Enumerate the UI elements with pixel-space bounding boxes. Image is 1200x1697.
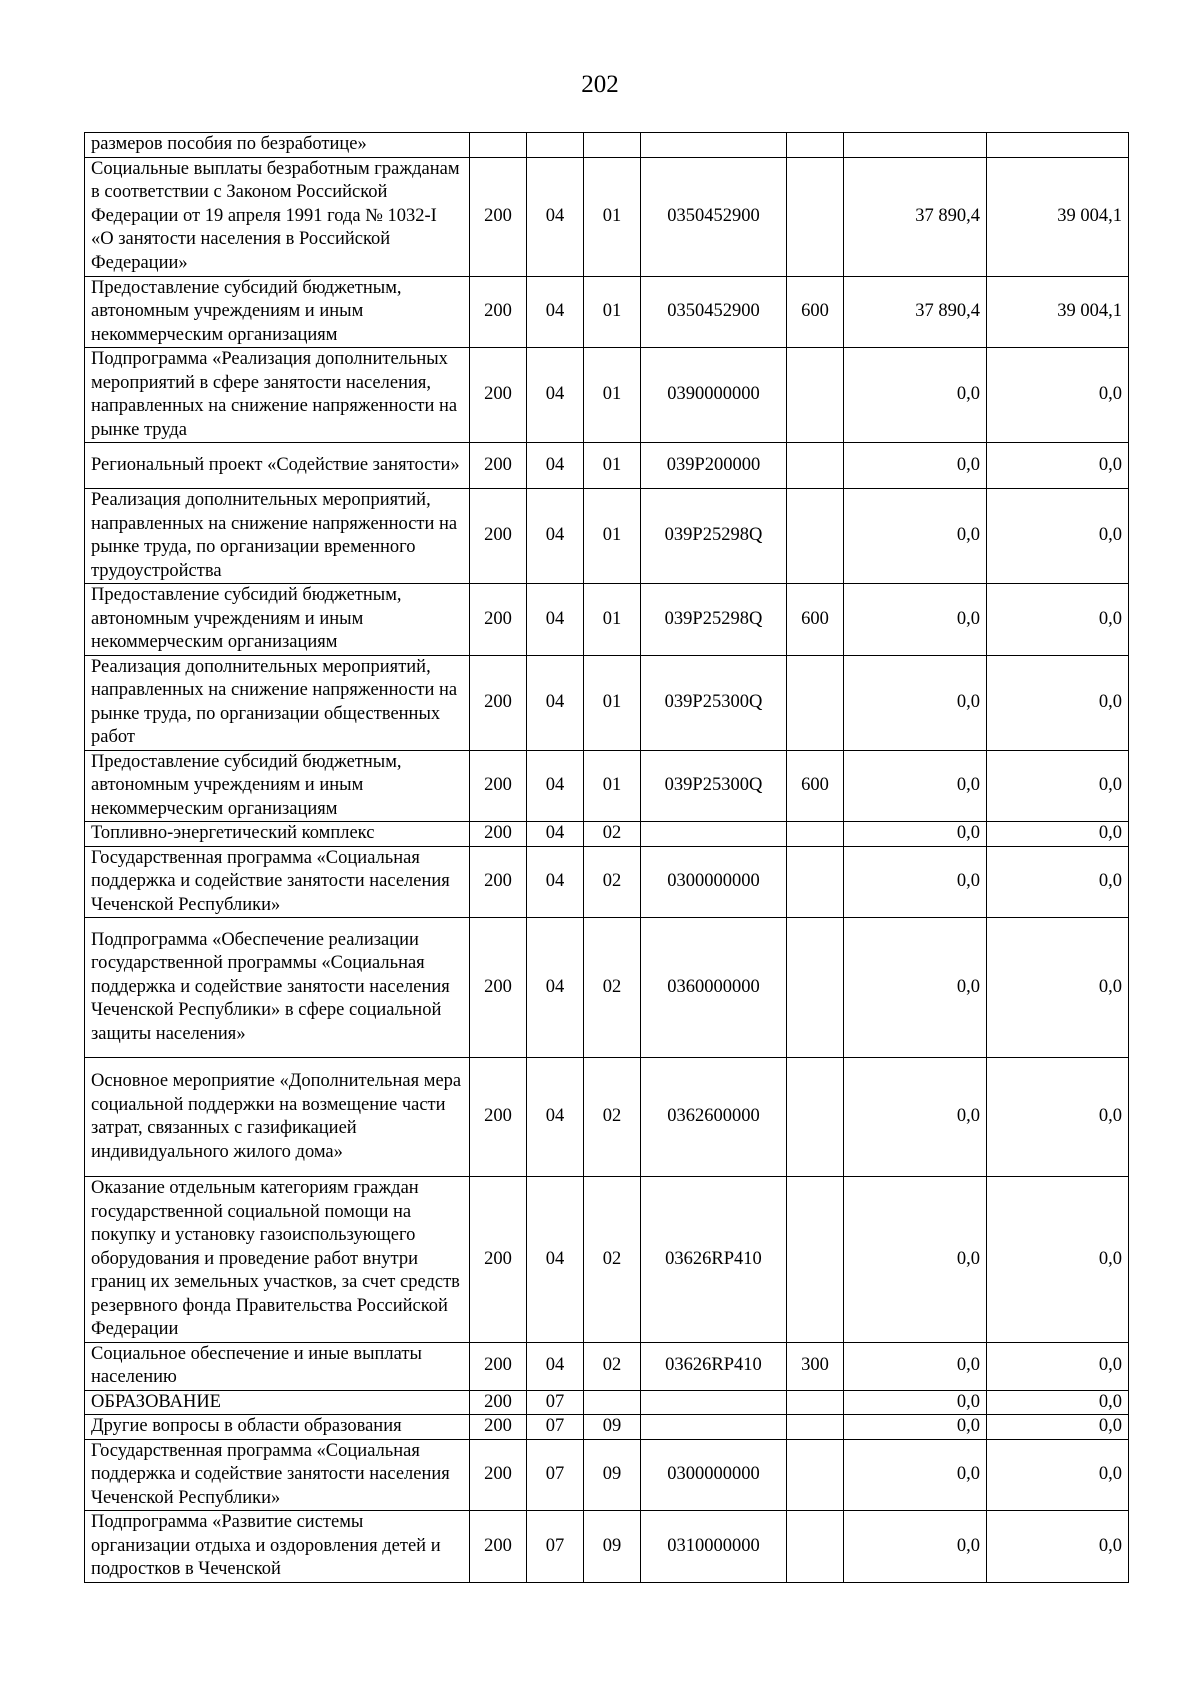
amount-year1-cell: 0,0 [844,750,987,822]
gr-code-cell: 200 [470,822,527,847]
target-article-cell: 0350452900 [641,157,787,276]
expense-type-cell [787,348,844,443]
subsection-code-cell: 09 [584,1511,641,1583]
table-row [85,918,1129,1058]
table-row [85,822,1129,847]
target-article-cell: 039P25300Q [641,655,787,750]
gr-code-cell [470,133,527,158]
row-name-cell: Другие вопросы в области образования [85,1415,470,1440]
expense-type-cell [787,1177,844,1343]
page-number: 202 [581,71,619,98]
amount-year2-cell: 0,0 [987,846,1129,918]
target-article-cell: 0350452900 [641,276,787,348]
amount-year1-cell: 0,0 [844,584,987,656]
amount-year2-cell: 0,0 [987,1511,1129,1583]
subsection-code-cell [584,133,641,158]
target-article-cell: 039P25298Q [641,489,787,584]
target-article-cell: 03626RP410 [641,1342,787,1390]
subsection-code-cell: 01 [584,655,641,750]
amount-year1-cell: 37 890,4 [844,157,987,276]
expense-type-cell [787,1390,844,1415]
amount-year1-cell: 0,0 [844,918,987,1058]
amount-year2-cell: 0,0 [987,655,1129,750]
section-code-cell: 07 [527,1439,584,1511]
expense-type-cell [787,846,844,918]
subsection-code-cell: 02 [584,822,641,847]
gr-code-cell: 200 [470,918,527,1058]
target-article-cell: 0362600000 [641,1058,787,1177]
amount-year1-cell: 0,0 [844,1415,987,1440]
table-row [85,1058,1129,1177]
row-name-cell: Топливно-энергетический комплекс [85,822,470,847]
expense-type-cell [787,918,844,1058]
table-row [85,1511,1129,1583]
gr-code-cell: 200 [470,1390,527,1415]
gr-code-cell: 200 [470,1511,527,1583]
row-name-cell: Предоставление субсидий бюджетным, автономным учреждениям и иным некоммерческим организациям [85,750,470,822]
row-name-cell: Социальные выплаты безработным гражданам в соответствии с Законом Российской Федерации от 19 апреля 1991 года № 1032-I «О занятости населения в Российской Федерации» [85,157,470,276]
amount-year2-cell: 0,0 [987,1415,1129,1440]
budget-table [84,132,1129,1583]
gr-code-cell: 200 [470,348,527,443]
amount-year2-cell: 0,0 [987,584,1129,656]
table-row [85,157,1129,276]
section-code-cell: 04 [527,822,584,847]
subsection-code-cell: 01 [584,157,641,276]
subsection-code-cell: 09 [584,1439,641,1511]
subsection-code-cell: 01 [584,584,641,656]
subsection-code-cell: 02 [584,1342,641,1390]
table-row [85,276,1129,348]
amount-year1-cell: 37 890,4 [844,276,987,348]
row-name-cell: Оказание отдельным категориям граждан государственной социальной помощи на покупку и установку газоиспользующего оборудования и проведение работ внутри границ их земельных участков, за счет средств резервного фонда Правительства Российской Федерации [85,1177,470,1343]
subsection-code-cell: 01 [584,489,641,584]
amount-year2-cell: 0,0 [987,822,1129,847]
table-row [85,1177,1129,1343]
row-name-cell: Реализация дополнительных мероприятий, направленных на снижение напряженности на рынке труда, по организации временного трудоустройства [85,489,470,584]
target-article-cell: 03626RP410 [641,1177,787,1343]
row-name-cell: ОБРАЗОВАНИЕ [85,1390,470,1415]
row-name-cell: Государственная программа «Социальная поддержка и содействие занятости населения Чеченской Республики» [85,846,470,918]
amount-year2-cell: 0,0 [987,489,1129,584]
amount-year1-cell: 0,0 [844,443,987,489]
amount-year2-cell: 39 004,1 [987,276,1129,348]
row-name-cell: Подпрограмма «Развитие системы организации отдыха и оздоровления детей и подростков в Чеченской [85,1511,470,1583]
row-name-cell: Подпрограмма «Реализация дополнительных мероприятий в сфере занятости населения, направленных на снижение напряженности на рынке труда [85,348,470,443]
amount-year2-cell: 0,0 [987,443,1129,489]
expense-type-cell [787,1058,844,1177]
section-code-cell: 07 [527,1511,584,1583]
target-article-cell: 0300000000 [641,846,787,918]
section-code-cell: 04 [527,584,584,656]
amount-year1-cell [844,133,987,158]
table-row [85,1342,1129,1390]
section-code-cell: 04 [527,489,584,584]
subsection-code-cell: 02 [584,846,641,918]
expense-type-cell [787,822,844,847]
row-name-cell: Предоставление субсидий бюджетным, автономным учреждениям и иным некоммерческим организациям [85,584,470,656]
target-article-cell: 039P25300Q [641,750,787,822]
gr-code-cell: 200 [470,846,527,918]
section-code-cell: 04 [527,1177,584,1343]
table-row [85,1415,1129,1440]
target-article-cell [641,822,787,847]
section-code-cell: 04 [527,348,584,443]
gr-code-cell: 200 [470,1177,527,1343]
table-row [85,443,1129,489]
table-row [85,750,1129,822]
target-article-cell: 0360000000 [641,918,787,1058]
amount-year1-cell: 0,0 [844,1058,987,1177]
gr-code-cell: 200 [470,1415,527,1440]
target-article-cell: 0310000000 [641,1511,787,1583]
amount-year1-cell: 0,0 [844,348,987,443]
subsection-code-cell: 02 [584,1058,641,1177]
table-row [85,655,1129,750]
table-row [85,1439,1129,1511]
table-row [85,584,1129,656]
section-code-cell: 04 [527,655,584,750]
section-code-cell: 04 [527,1342,584,1390]
expense-type-cell: 600 [787,750,844,822]
expense-type-cell: 600 [787,276,844,348]
amount-year2-cell: 0,0 [987,1439,1129,1511]
amount-year2-cell [987,133,1129,158]
section-code-cell: 04 [527,276,584,348]
expense-type-cell [787,655,844,750]
subsection-code-cell: 01 [584,443,641,489]
target-article-cell: 0300000000 [641,1439,787,1511]
section-code-cell: 04 [527,1058,584,1177]
target-article-cell: 039P200000 [641,443,787,489]
section-code-cell: 04 [527,750,584,822]
row-name-cell: Государственная программа «Социальная поддержка и содействие занятости населения Чеченской Республики» [85,1439,470,1511]
subsection-code-cell: 02 [584,1177,641,1343]
gr-code-cell: 200 [470,489,527,584]
section-code-cell: 04 [527,157,584,276]
section-code-cell: 04 [527,443,584,489]
row-name-cell: Реализация дополнительных мероприятий, направленных на снижение напряженности на рынке труда, по организации общественных работ [85,655,470,750]
amount-year2-cell: 0,0 [987,1058,1129,1177]
subsection-code-cell: 01 [584,750,641,822]
amount-year1-cell: 0,0 [844,1439,987,1511]
amount-year1-cell: 0,0 [844,489,987,584]
gr-code-cell: 200 [470,655,527,750]
amount-year2-cell: 0,0 [987,1342,1129,1390]
amount-year1-cell: 0,0 [844,846,987,918]
row-name-cell: Предоставление субсидий бюджетным, автономным учреждениям и иным некоммерческим организациям [85,276,470,348]
expense-type-cell [787,1415,844,1440]
table-row [85,348,1129,443]
subsection-code-cell: 01 [584,348,641,443]
row-name-cell: Основное мероприятие «Дополнительная мера социальной поддержки на возмещение части затрат, связанных с газификацией индивидуального жилого дома» [85,1058,470,1177]
section-code-cell: 04 [527,918,584,1058]
gr-code-cell: 200 [470,1058,527,1177]
gr-code-cell: 200 [470,443,527,489]
amount-year2-cell: 0,0 [987,1390,1129,1415]
table-row [85,846,1129,918]
amount-year1-cell: 0,0 [844,1511,987,1583]
subsection-code-cell: 09 [584,1415,641,1440]
section-code-cell: 04 [527,846,584,918]
subsection-code-cell [584,1390,641,1415]
amount-year1-cell: 0,0 [844,655,987,750]
gr-code-cell: 200 [470,1342,527,1390]
gr-code-cell: 200 [470,157,527,276]
row-name-cell: размеров пособия по безработице» [85,133,470,158]
expense-type-cell [787,489,844,584]
table-row [85,1390,1129,1415]
row-name-cell: Региональный проект «Содействие занятости» [85,443,470,489]
amount-year2-cell: 0,0 [987,1177,1129,1343]
amount-year1-cell: 0,0 [844,1342,987,1390]
gr-code-cell: 200 [470,750,527,822]
row-name-cell: Социальное обеспечение и иные выплаты населению [85,1342,470,1390]
amount-year2-cell: 0,0 [987,918,1129,1058]
target-article-cell: 0390000000 [641,348,787,443]
amount-year1-cell: 0,0 [844,1390,987,1415]
table-row [85,489,1129,584]
expense-type-cell [787,443,844,489]
expense-type-cell [787,1511,844,1583]
subsection-code-cell: 01 [584,276,641,348]
expense-type-cell [787,157,844,276]
expense-type-cell [787,133,844,158]
expense-type-cell: 300 [787,1342,844,1390]
amount-year2-cell: 0,0 [987,348,1129,443]
gr-code-cell: 200 [470,1439,527,1511]
section-code-cell: 07 [527,1415,584,1440]
section-code-cell [527,133,584,158]
subsection-code-cell: 02 [584,918,641,1058]
amount-year1-cell: 0,0 [844,822,987,847]
target-article-cell [641,1415,787,1440]
section-code-cell: 07 [527,1390,584,1415]
expense-type-cell [787,1439,844,1511]
amount-year1-cell: 0,0 [844,1177,987,1343]
amount-year2-cell: 39 004,1 [987,157,1129,276]
amount-year2-cell: 0,0 [987,750,1129,822]
target-article-cell [641,133,787,158]
target-article-cell: 039P25298Q [641,584,787,656]
row-name-cell: Подпрограмма «Обеспечение реализации государственной программы «Социальная поддержка и содействие занятости населения Чеченской Республики» в сфере социальной защиты населения» [85,918,470,1058]
expense-type-cell: 600 [787,584,844,656]
table-row [85,133,1129,158]
gr-code-cell: 200 [470,584,527,656]
target-article-cell [641,1390,787,1415]
gr-code-cell: 200 [470,276,527,348]
